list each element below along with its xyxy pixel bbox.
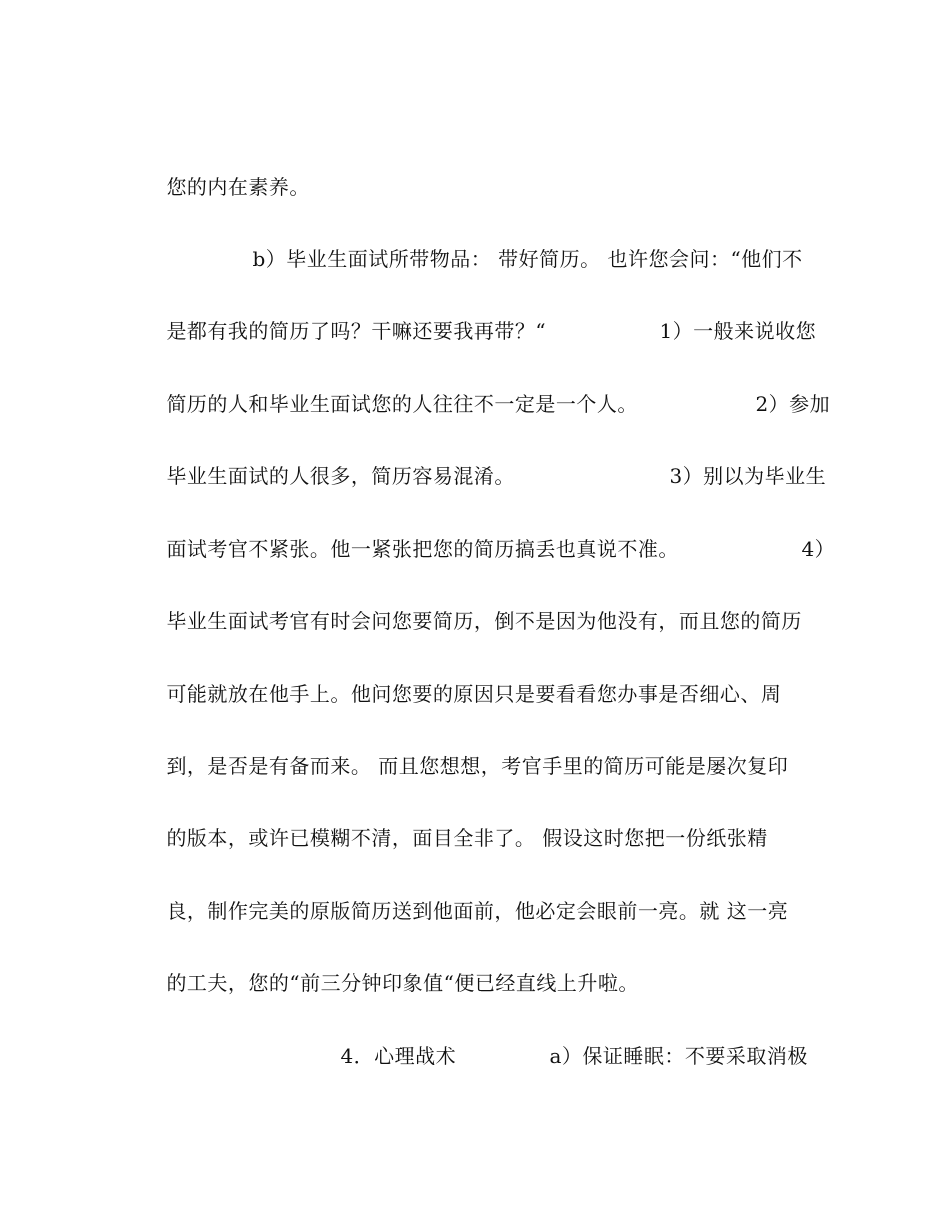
text-line-2: b）毕业生面试所带物品： 带好简历。 也许您会问：“他们不 bbox=[252, 247, 803, 271]
text-line-12: 的工夫，您的“前三分钟印象值“便已经直线上升啦。 bbox=[166, 971, 639, 995]
section-heading: 4．心理战术 bbox=[340, 1044, 457, 1068]
text-line-3b: 1）一般来说收您 bbox=[659, 319, 817, 343]
text-line-5b: 3）别以为毕业生 bbox=[669, 464, 827, 488]
text-line-4: 简历的人和毕业生面试您的人往往不一定是一个人。 bbox=[166, 392, 638, 416]
text-line-8: 可能就放在他手上。他问您要的原因只是要看看您办事是否细心、周 bbox=[166, 682, 782, 706]
text-line-5: 毕业生面试的人很多，简历容易混淆。 bbox=[166, 464, 515, 488]
text-line-4b: 2）参加 bbox=[755, 392, 831, 416]
text-line-9: 到，是否是有备而来。 而且您想想，考官手里的简历可能是屡次复印 bbox=[166, 754, 789, 778]
text-line-10: 的版本，或许已模糊不清，面目全非了。 假设这时您把一份纸张精 bbox=[166, 826, 768, 850]
text-line-13: a）保证睡眠：不要采取消极 bbox=[549, 1044, 808, 1068]
text-line-6b: 4） bbox=[801, 537, 836, 561]
text-line-6: 面试考官不紧张。他一紧张把您的简历搞丢也真说不准。 bbox=[166, 537, 679, 561]
text-line-11: 良，制作完美的原版简历送到他面前，他必定会眼前一亮。就 这一亮 bbox=[166, 899, 789, 923]
text-line-3: 是都有我的简历了吗？干嘛还要我再带？“ bbox=[166, 319, 547, 343]
text-line-7: 毕业生面试考官有时会问您要简历，倒不是因为他没有，而且您的简历 bbox=[166, 609, 802, 633]
text-line-1: 您的内在素养。 bbox=[166, 175, 310, 199]
